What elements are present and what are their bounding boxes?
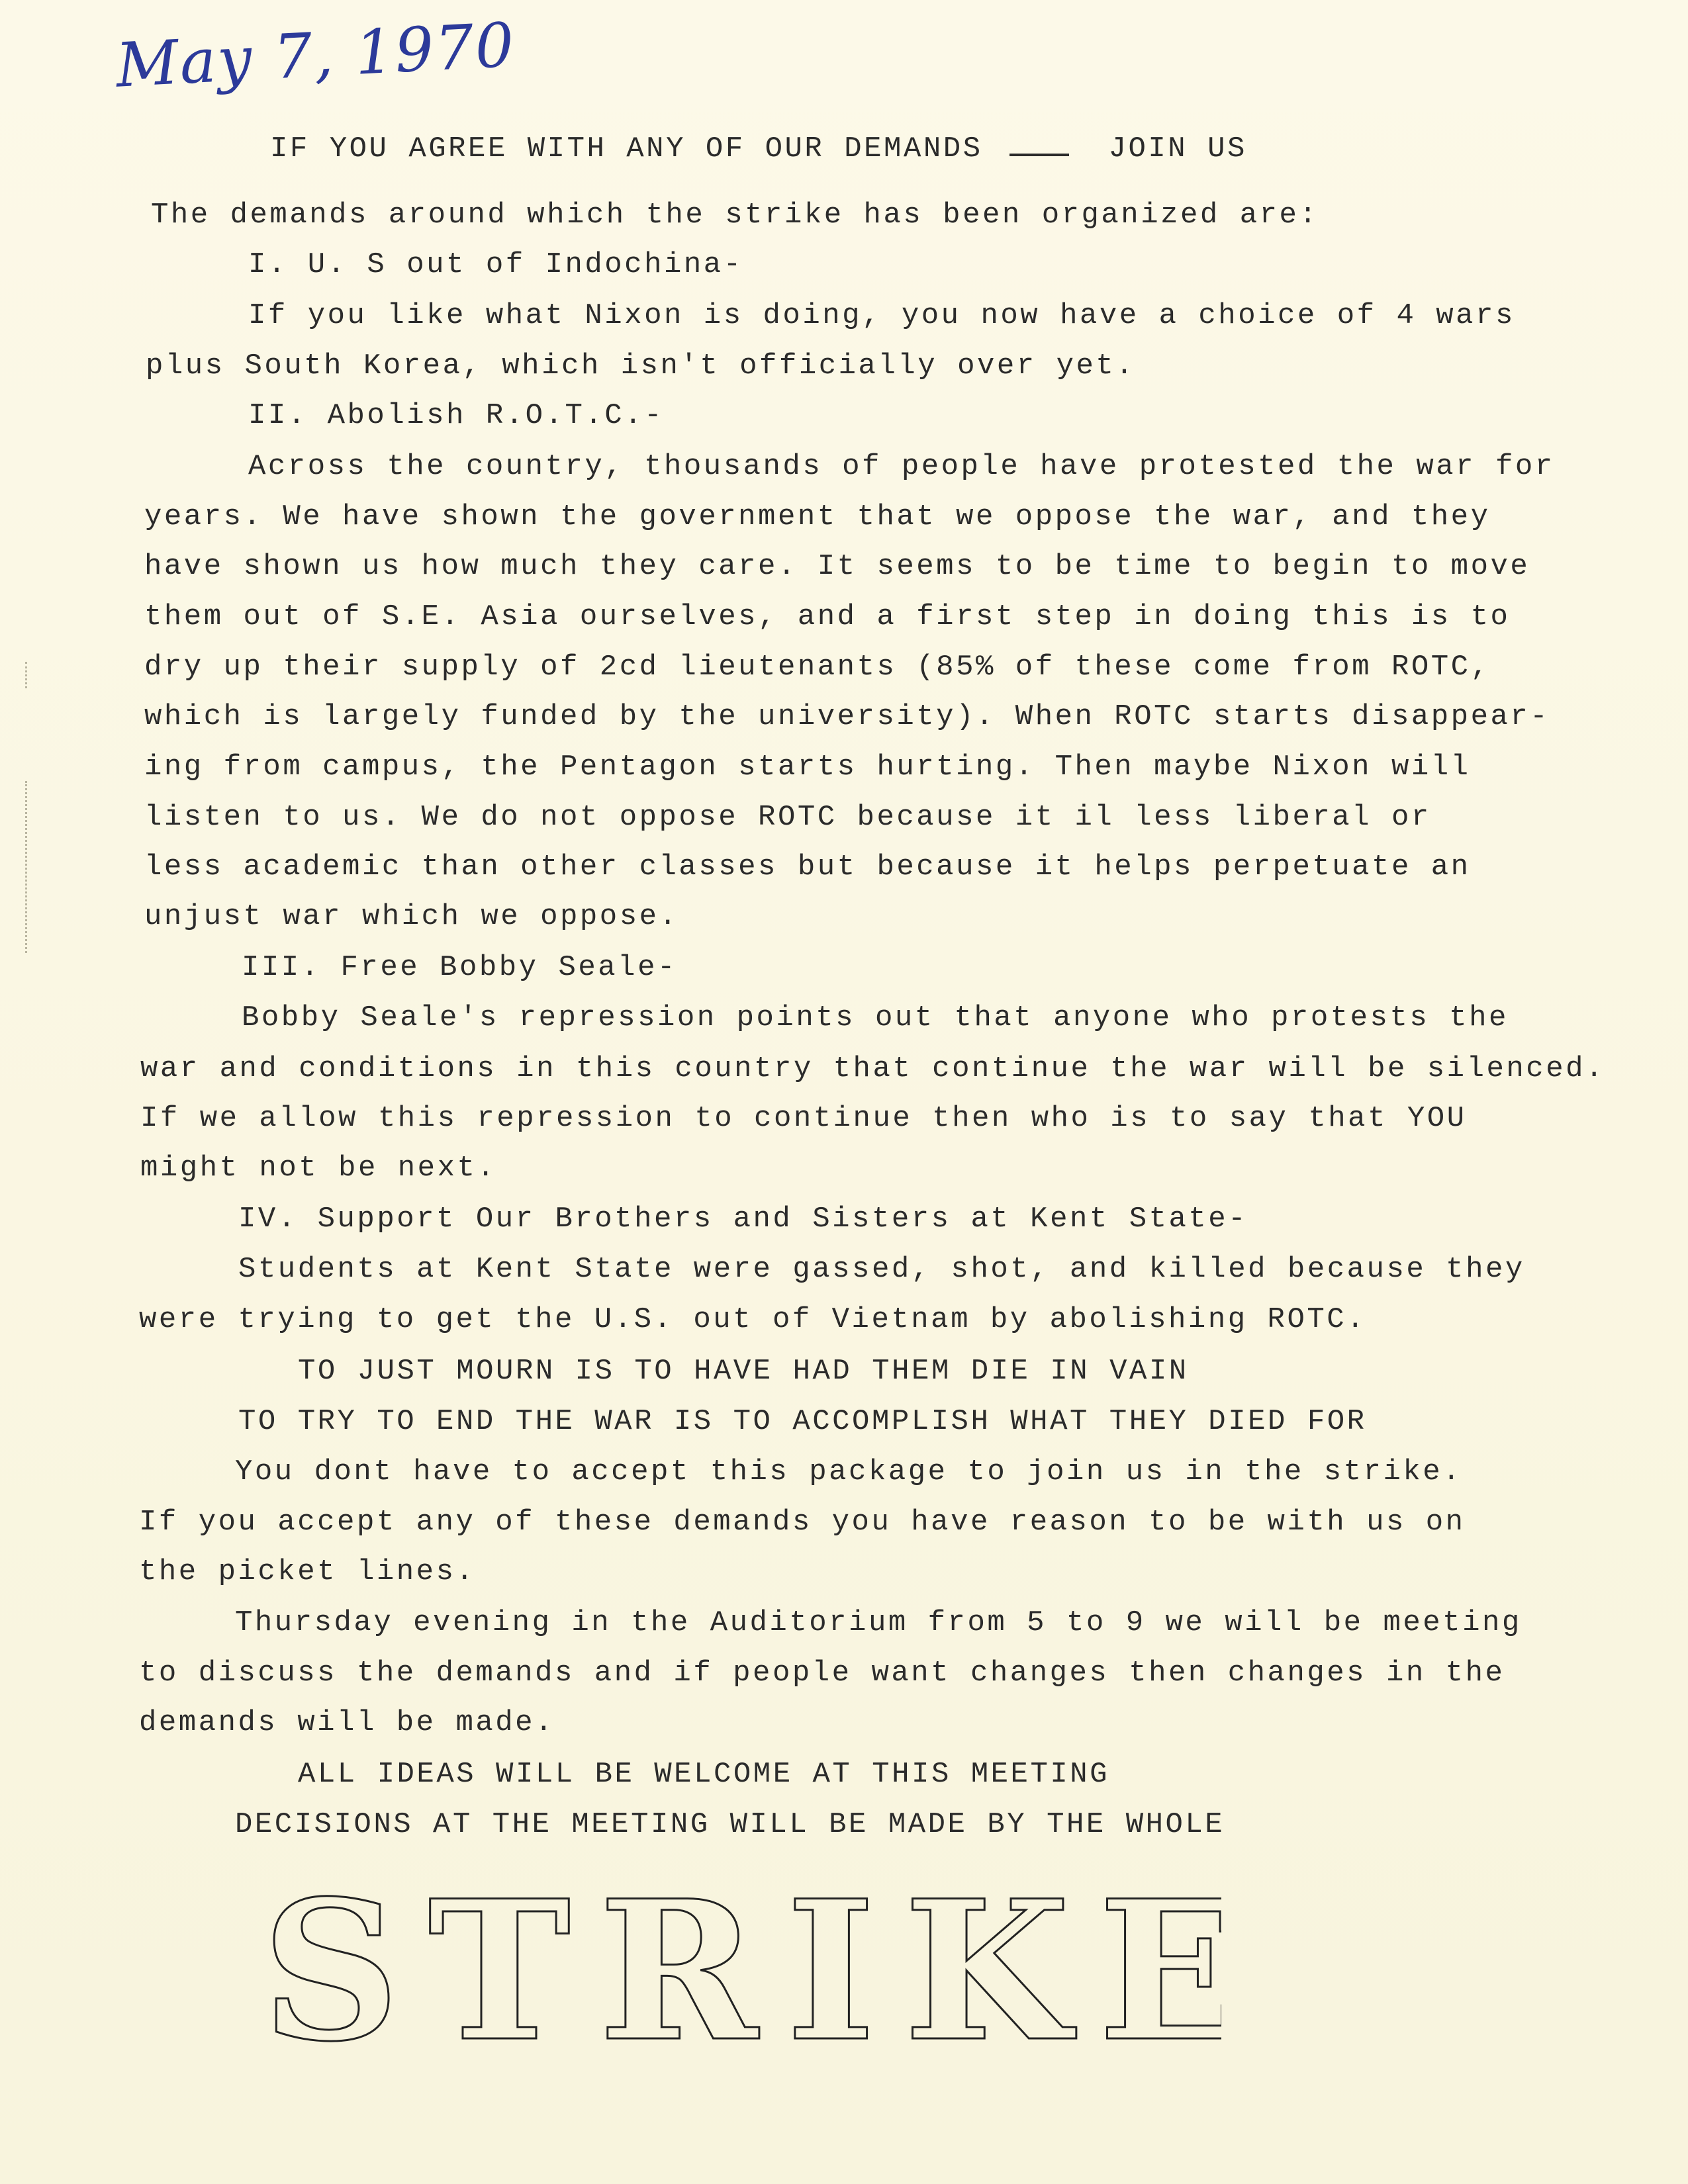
strike-hand-lettering [261, 1866, 1221, 2065]
closing-text: the picket lines. [139, 1555, 476, 1588]
page-edge-marks [25, 662, 31, 688]
demand-2-text: years. We have shown the government that we oppose the war, and they [144, 500, 1491, 533]
slogan-line: TO TRY TO END THE WAR IS TO ACCOMPLISH WHAT THEY DIED FOR [238, 1405, 1367, 1438]
demand-4-text: Students at Kent State were gassed, shot, and killed because they [238, 1253, 1525, 1286]
intro-line: The demands around which the strike has been organized are: [151, 199, 1319, 232]
meeting-note: ALL IDEAS WILL BE WELCOME AT THIS MEETING [298, 1758, 1110, 1791]
demand-3-text: If we allow this repression to continue then who is to say that YOU [140, 1102, 1467, 1135]
demand-3-text: war and conditions in this country that continue the war will be silenced. [140, 1052, 1605, 1085]
demand-1-text: If you like what Nixon is doing, you now have a choice of 4 wars [248, 299, 1515, 332]
meeting-text: Thursday evening in the Auditorium from 5 to 9 we will be meeting [235, 1606, 1522, 1639]
demand-2-text: which is largely funded by the university). When ROTC starts disappear- [144, 700, 1550, 733]
demand-2-text: dry up their supply of 2cd lieutenants (85% of these come from ROTC, [144, 651, 1491, 684]
demand-2-text: ing from campus, the Pentagon starts hurting. Then maybe Nixon will [144, 751, 1471, 784]
meeting-note: DECISIONS AT THE MEETING WILL BE MADE BY THE WHOLE [235, 1808, 1225, 1841]
demand-2-title: II. Abolish R.O.T.C.- [248, 399, 664, 432]
meeting-text: to discuss the demands and if people want changes then changes in the [139, 1657, 1505, 1690]
strike-outline-svg [261, 1866, 1221, 2065]
demand-2-text: listen to us. We do not oppose ROTC because it il less liberal or [144, 801, 1431, 834]
heading-text: IF YOU AGREE WITH ANY OF OUR DEMANDS [270, 132, 983, 165]
demand-2-text: less academic than other classes but because it helps perpetuate an [144, 850, 1471, 884]
closing-text: You dont have to accept this package to join us in the strike. [235, 1455, 1463, 1488]
demand-1-title: I. U. S out of Indochina- [248, 248, 743, 281]
demand-2-text: unjust war which we oppose. [144, 900, 679, 933]
meeting-text: demands will be made. [139, 1706, 555, 1739]
slogan-line: TO JUST MOURN IS TO HAVE HAD THEM DIE IN VAIN [298, 1355, 1189, 1388]
demand-3-title: III. Free Bobby Seale- [242, 951, 677, 984]
strike-word: STRIKE [261, 1866, 1221, 2065]
demand-3-text: might not be next. [140, 1152, 497, 1185]
page-edge-marks [25, 781, 31, 953]
demand-2-text: them out of S.E. Asia ourselves, and a first step in doing this is to [144, 600, 1511, 633]
demand-4-title: IV. Support Our Brothers and Sisters at Kent State- [238, 1203, 1248, 1236]
heading-blank-line [1009, 134, 1069, 156]
demand-4-text: were trying to get the U.S. out of Vietnam by abolishing ROTC. [139, 1303, 1367, 1336]
demand-1-text: plus South Korea, which isn't officially over yet. [146, 349, 1136, 383]
handwritten-date: May 7, 1970 [114, 9, 517, 101]
flyer-heading [270, 132, 1247, 165]
demand-2-text: have shown us how much they care. It seems to be time to begin to move [144, 550, 1530, 583]
closing-text: If you accept any of these demands you have reason to be with us on [139, 1506, 1466, 1539]
demand-3-text: Bobby Seale's repression points out that anyone who protests the [242, 1001, 1509, 1034]
heading-join-us: JOIN US [1108, 132, 1247, 165]
demand-2-text: Across the country, thousands of people have protested the war for [248, 450, 1555, 483]
